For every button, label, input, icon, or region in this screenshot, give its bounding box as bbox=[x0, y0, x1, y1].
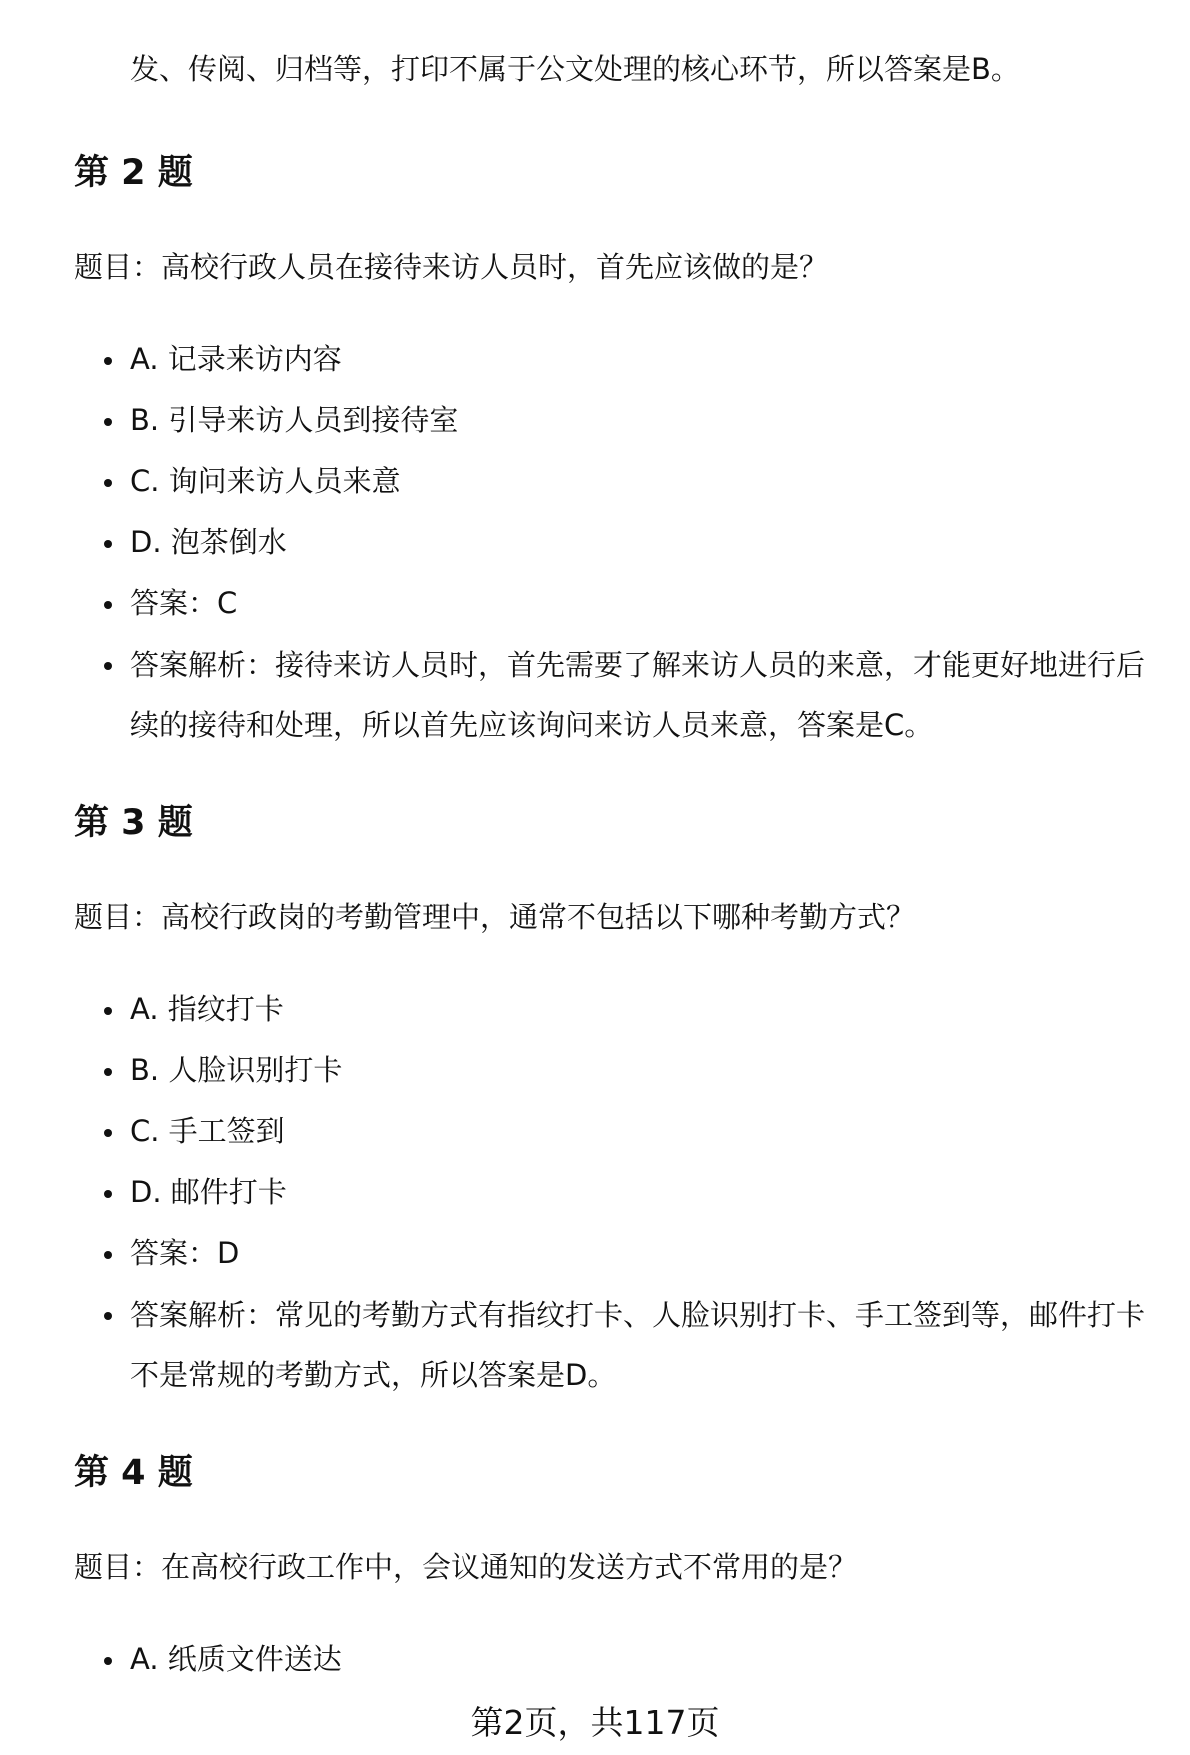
answer-analysis: 答案解析：常见的考勤方式有指纹打卡、人脸识别打卡、手工签到等，邮件打卡不是常规的考勤方式，所以答案是D。 bbox=[0, 1285, 1190, 1405]
question-heading: 第 4 题 bbox=[74, 1453, 193, 1493]
question-heading: 第 2 题 bbox=[74, 153, 193, 193]
answer: 答案：D bbox=[0, 1236, 1190, 1271]
answer-analysis: 答案解析：接待来访人员时，首先需要了解来访人员的来意，才能更好地进行后续的接待和处理，所以首先应该询问来访人员来意，答案是C。 bbox=[0, 635, 1190, 755]
question-heading: 第 3 题 bbox=[74, 803, 193, 843]
option-a: A. 指纹打卡 bbox=[0, 992, 1190, 1027]
option-c: C. 询问来访人员来意 bbox=[0, 464, 1190, 499]
question-stem: 题目：高校行政岗的考勤管理中，通常不包括以下哪种考勤方式？ bbox=[74, 900, 916, 934]
question-stem: 题目：在高校行政工作中，会议通知的发送方式不常用的是？ bbox=[74, 1550, 858, 1584]
continued-analysis-text: 发、传阅、归档等，打印不属于公文处理的核心环节，所以答案是B。 bbox=[130, 52, 1020, 86]
option-list bbox=[0, 1642, 1190, 1703]
option-a: A. 记录来访内容 bbox=[0, 342, 1190, 377]
answer: 答案：C bbox=[0, 586, 1190, 621]
page-number: 第2页，共117页 bbox=[470, 1703, 720, 1742]
option-list bbox=[0, 342, 1190, 781]
option-b: B. 人脸识别打卡 bbox=[0, 1053, 1190, 1088]
option-d: D. 泡茶倒水 bbox=[0, 525, 1190, 560]
option-d: D. 邮件打卡 bbox=[0, 1175, 1190, 1210]
question-stem: 题目：高校行政人员在接待来访人员时，首先应该做的是？ bbox=[74, 250, 829, 284]
option-b: B. 引导来访人员到接待室 bbox=[0, 403, 1190, 438]
option-c: C. 手工签到 bbox=[0, 1114, 1190, 1149]
option-a: A. 纸质文件送达 bbox=[0, 1642, 1190, 1677]
option-list bbox=[0, 992, 1190, 1431]
